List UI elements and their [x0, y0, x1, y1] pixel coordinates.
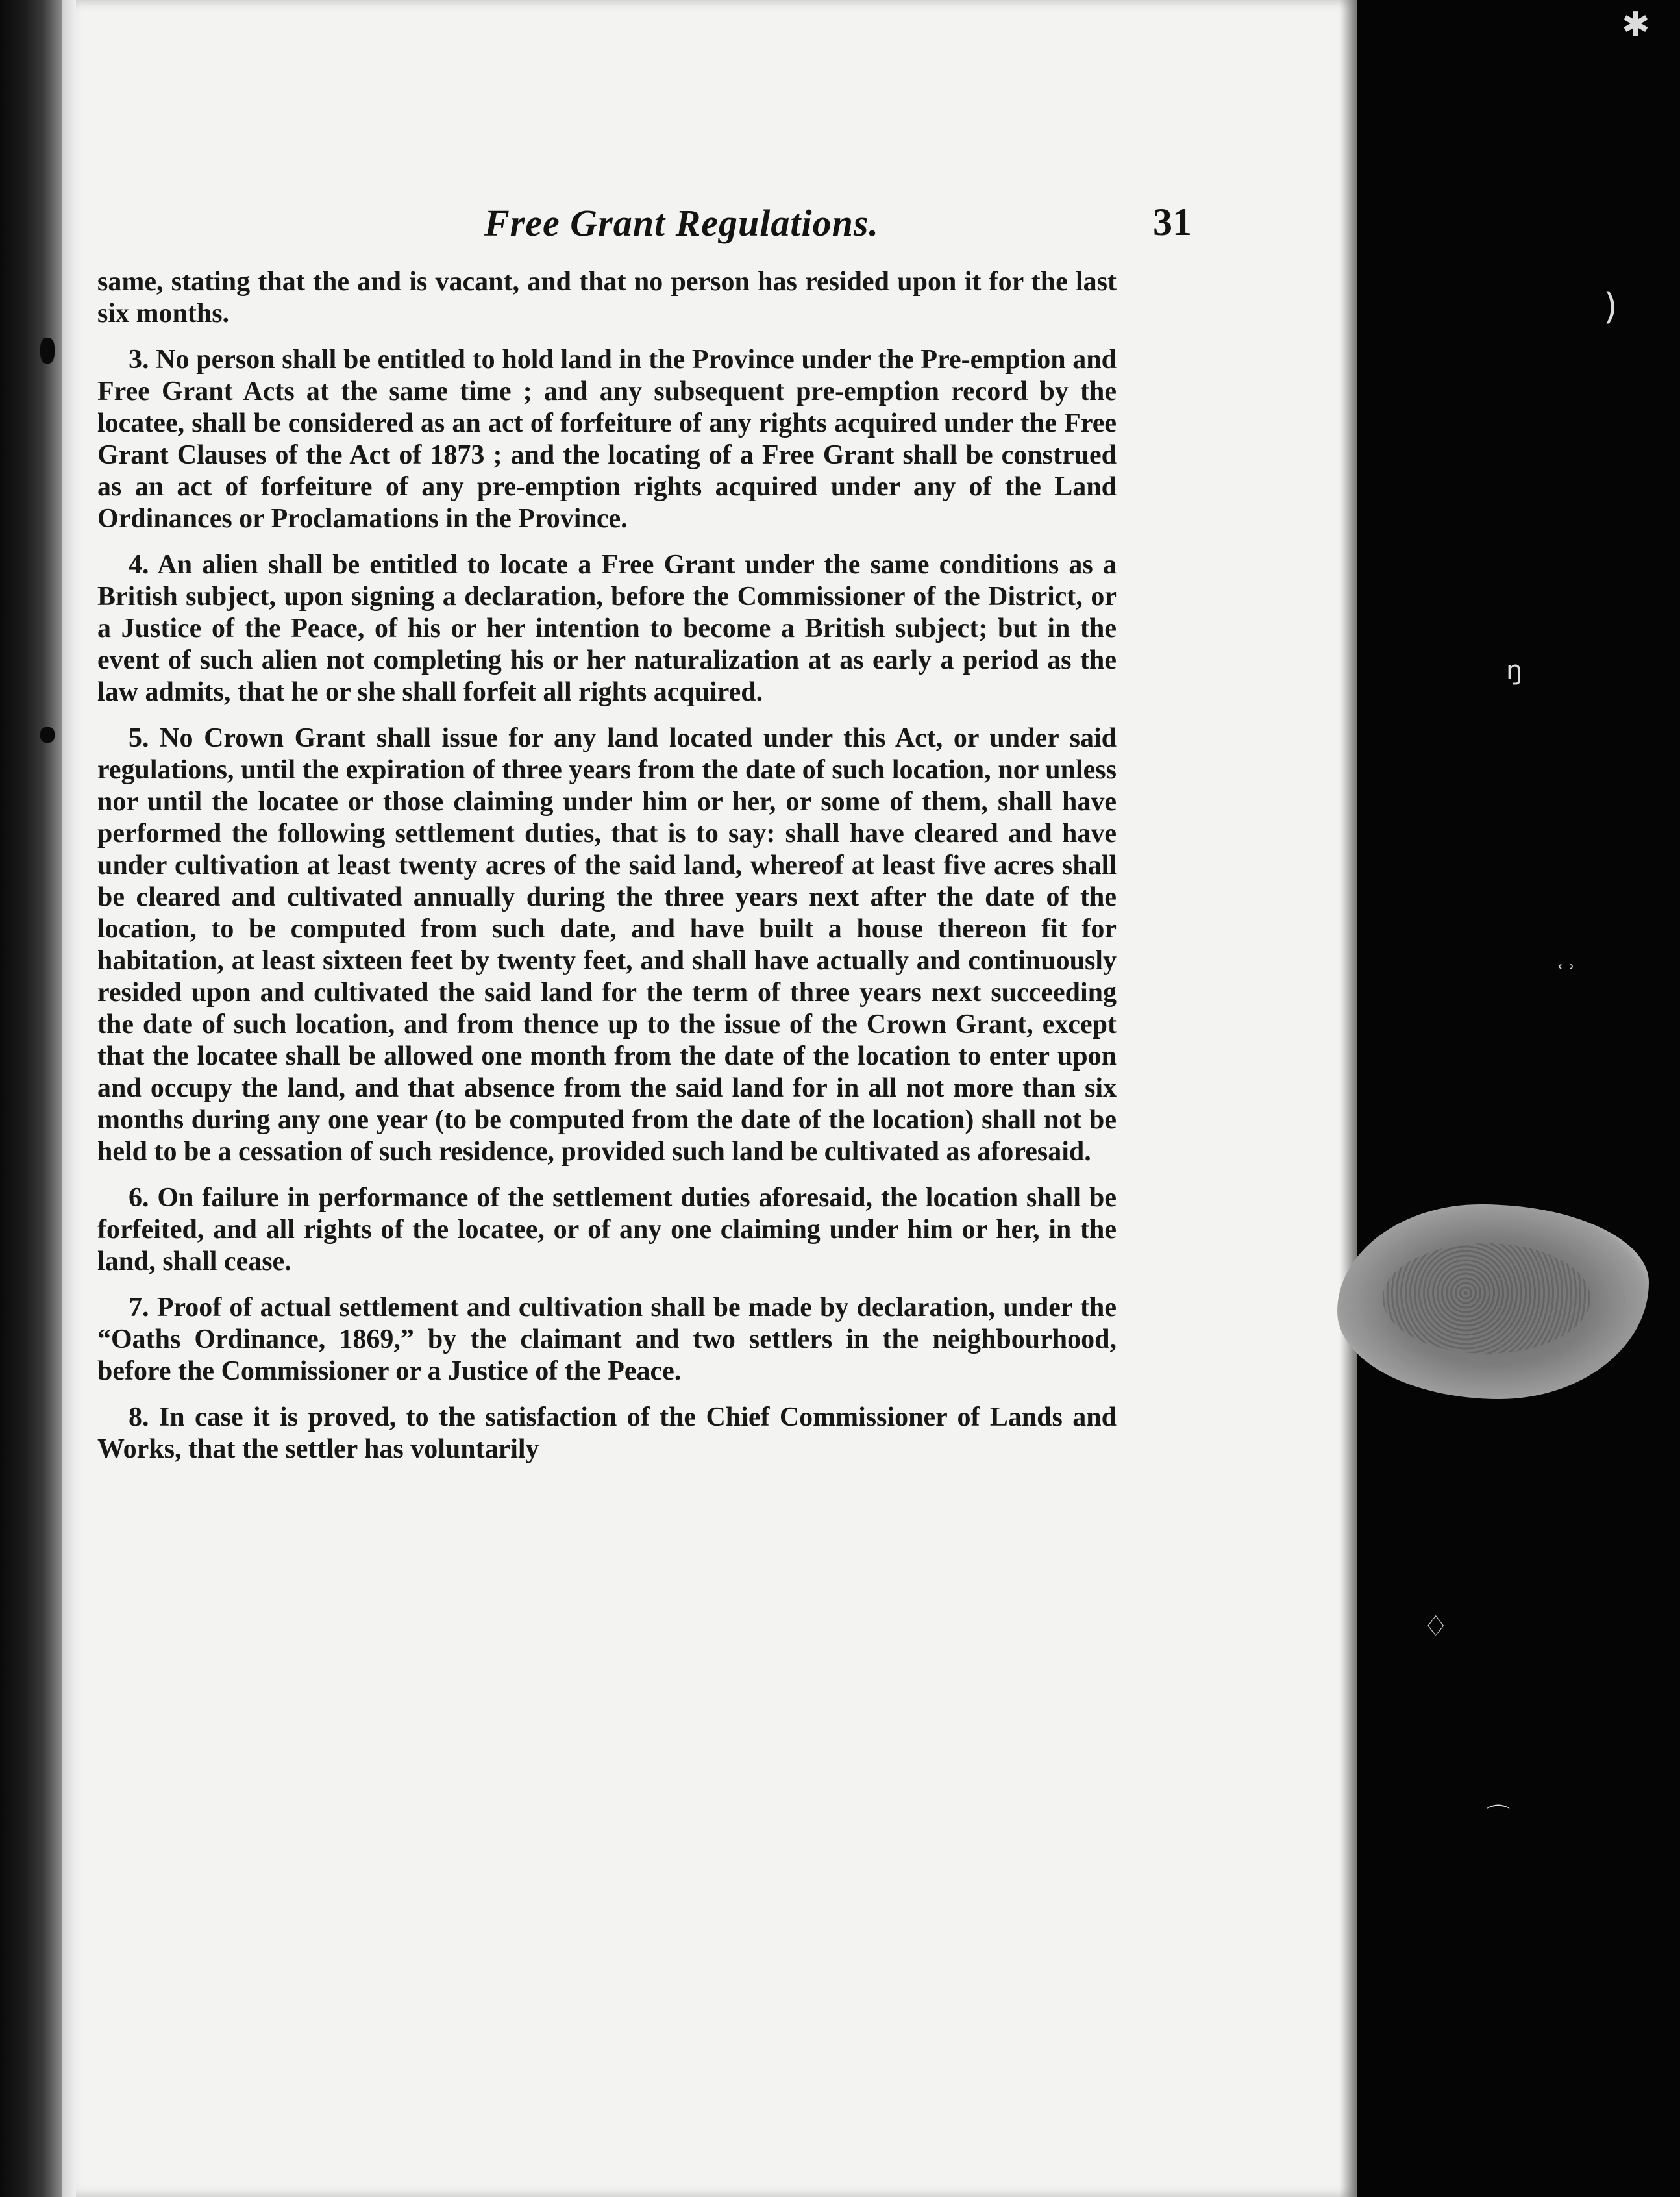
- binding-hole: [40, 338, 55, 364]
- running-title: Free Grant Regulations.: [484, 202, 879, 244]
- paper-damage-blot: [1337, 1204, 1649, 1399]
- speck-mark-icon: ŋ: [1506, 656, 1523, 686]
- binding-hole: [40, 727, 55, 743]
- paragraph-continuation: same, stating that the and is vacant, and that no person has resided upon it for the last six months.: [97, 267, 1117, 329]
- paragraph-6: 6. On failure in performance of the settlement duties aforesaid, the location shall be forfeited, and all rights of the locatee, or of any one claiming under him or her, in the land, shall cease.: [97, 1183, 1117, 1276]
- paragraph-5: 5. No Crown Grant shall issue for any land located under this Act, or under said regulations, until the expiration of three years from the date of such location, nor unless nor until the locatee or those claiming under him or her, or some of them, shall have performed the following settlement duties, that is to say: shall have cleared and have under cultivation at least twenty acres of the said land, whereof at least five acres shall be cleared and cultivated annually during the three years next after the date of the location, to be computed from such date, and have built a house thereon fit for habitation, at least sixteen feet by twenty feet, and shall have actually and continuously resided upon and cultivated the said land for the term of three years next succeeding the date of such location, and from thence up to the issue of the Crown Grant, except that the locatee shall be allowed one month from the date of the location to enter upon and occupy the land, and that absence from the said land for in all not more than six months during any one year (to be computed from the date of the location) shall not be held to be a cessation of such residence, provided such land be cultivated as aforesaid.: [97, 723, 1117, 1167]
- paragraph-3: 3. No person shall be entitled to hold land in the Province under the Pre-emption and Free Grant Acts at the same time ; and any subsequent pre-emption record by the locatee, shall be considered as an act of forfeiture of any rights acquired under the Free Grant Clauses of the Act of 1873 ; and the locating of a Free Grant shall be construed as an act of forfeiture of any pre-emption rights acquired under any of the Land Ordinances or Proclamations in the Province.: [97, 345, 1117, 534]
- book-spine: [0, 0, 62, 2197]
- speck-mark-icon: ♢: [1423, 1610, 1449, 1643]
- body-text: [97, 266, 1117, 1480]
- speck-mark-icon: ʿ ʾ: [1558, 961, 1575, 982]
- paragraph-8: 8. In case it is proved, to the satisfaction of the Chief Commissioner of Lands and Works, that the settler has voluntarily: [97, 1402, 1117, 1464]
- speck-mark-icon: ): [1603, 286, 1618, 328]
- page-shadow: [1340, 0, 1357, 2197]
- page-edge: [62, 0, 76, 2197]
- paragraph-4: 4. An alien shall be entitled to locate a Free Grant under the same conditions as a British subject, upon signing a declaration, before the Commissioner of the District, or a Justice of the Peace, of his or her intention to become a British subject; but in the event of such alien not completing his or her naturalization at as early a period as the law admits, that he or she shall forfeit all rights acquired.: [97, 550, 1117, 707]
- speck-mark-icon: ⌒: [1487, 1804, 1511, 1830]
- paragraph-7: 7. Proof of actual settlement and cultivation shall be made by declaration, under the “Oaths Ordinance, 1869,” by the claimant and two settlers in the neighbourhood, before the Commissioner or a Justice of the Peace.: [97, 1293, 1117, 1386]
- page-header: [101, 195, 1192, 253]
- page-number: 31: [1153, 201, 1192, 243]
- blot-texture: [1383, 1243, 1590, 1354]
- corner-mark-icon: ✱: [1622, 5, 1650, 44]
